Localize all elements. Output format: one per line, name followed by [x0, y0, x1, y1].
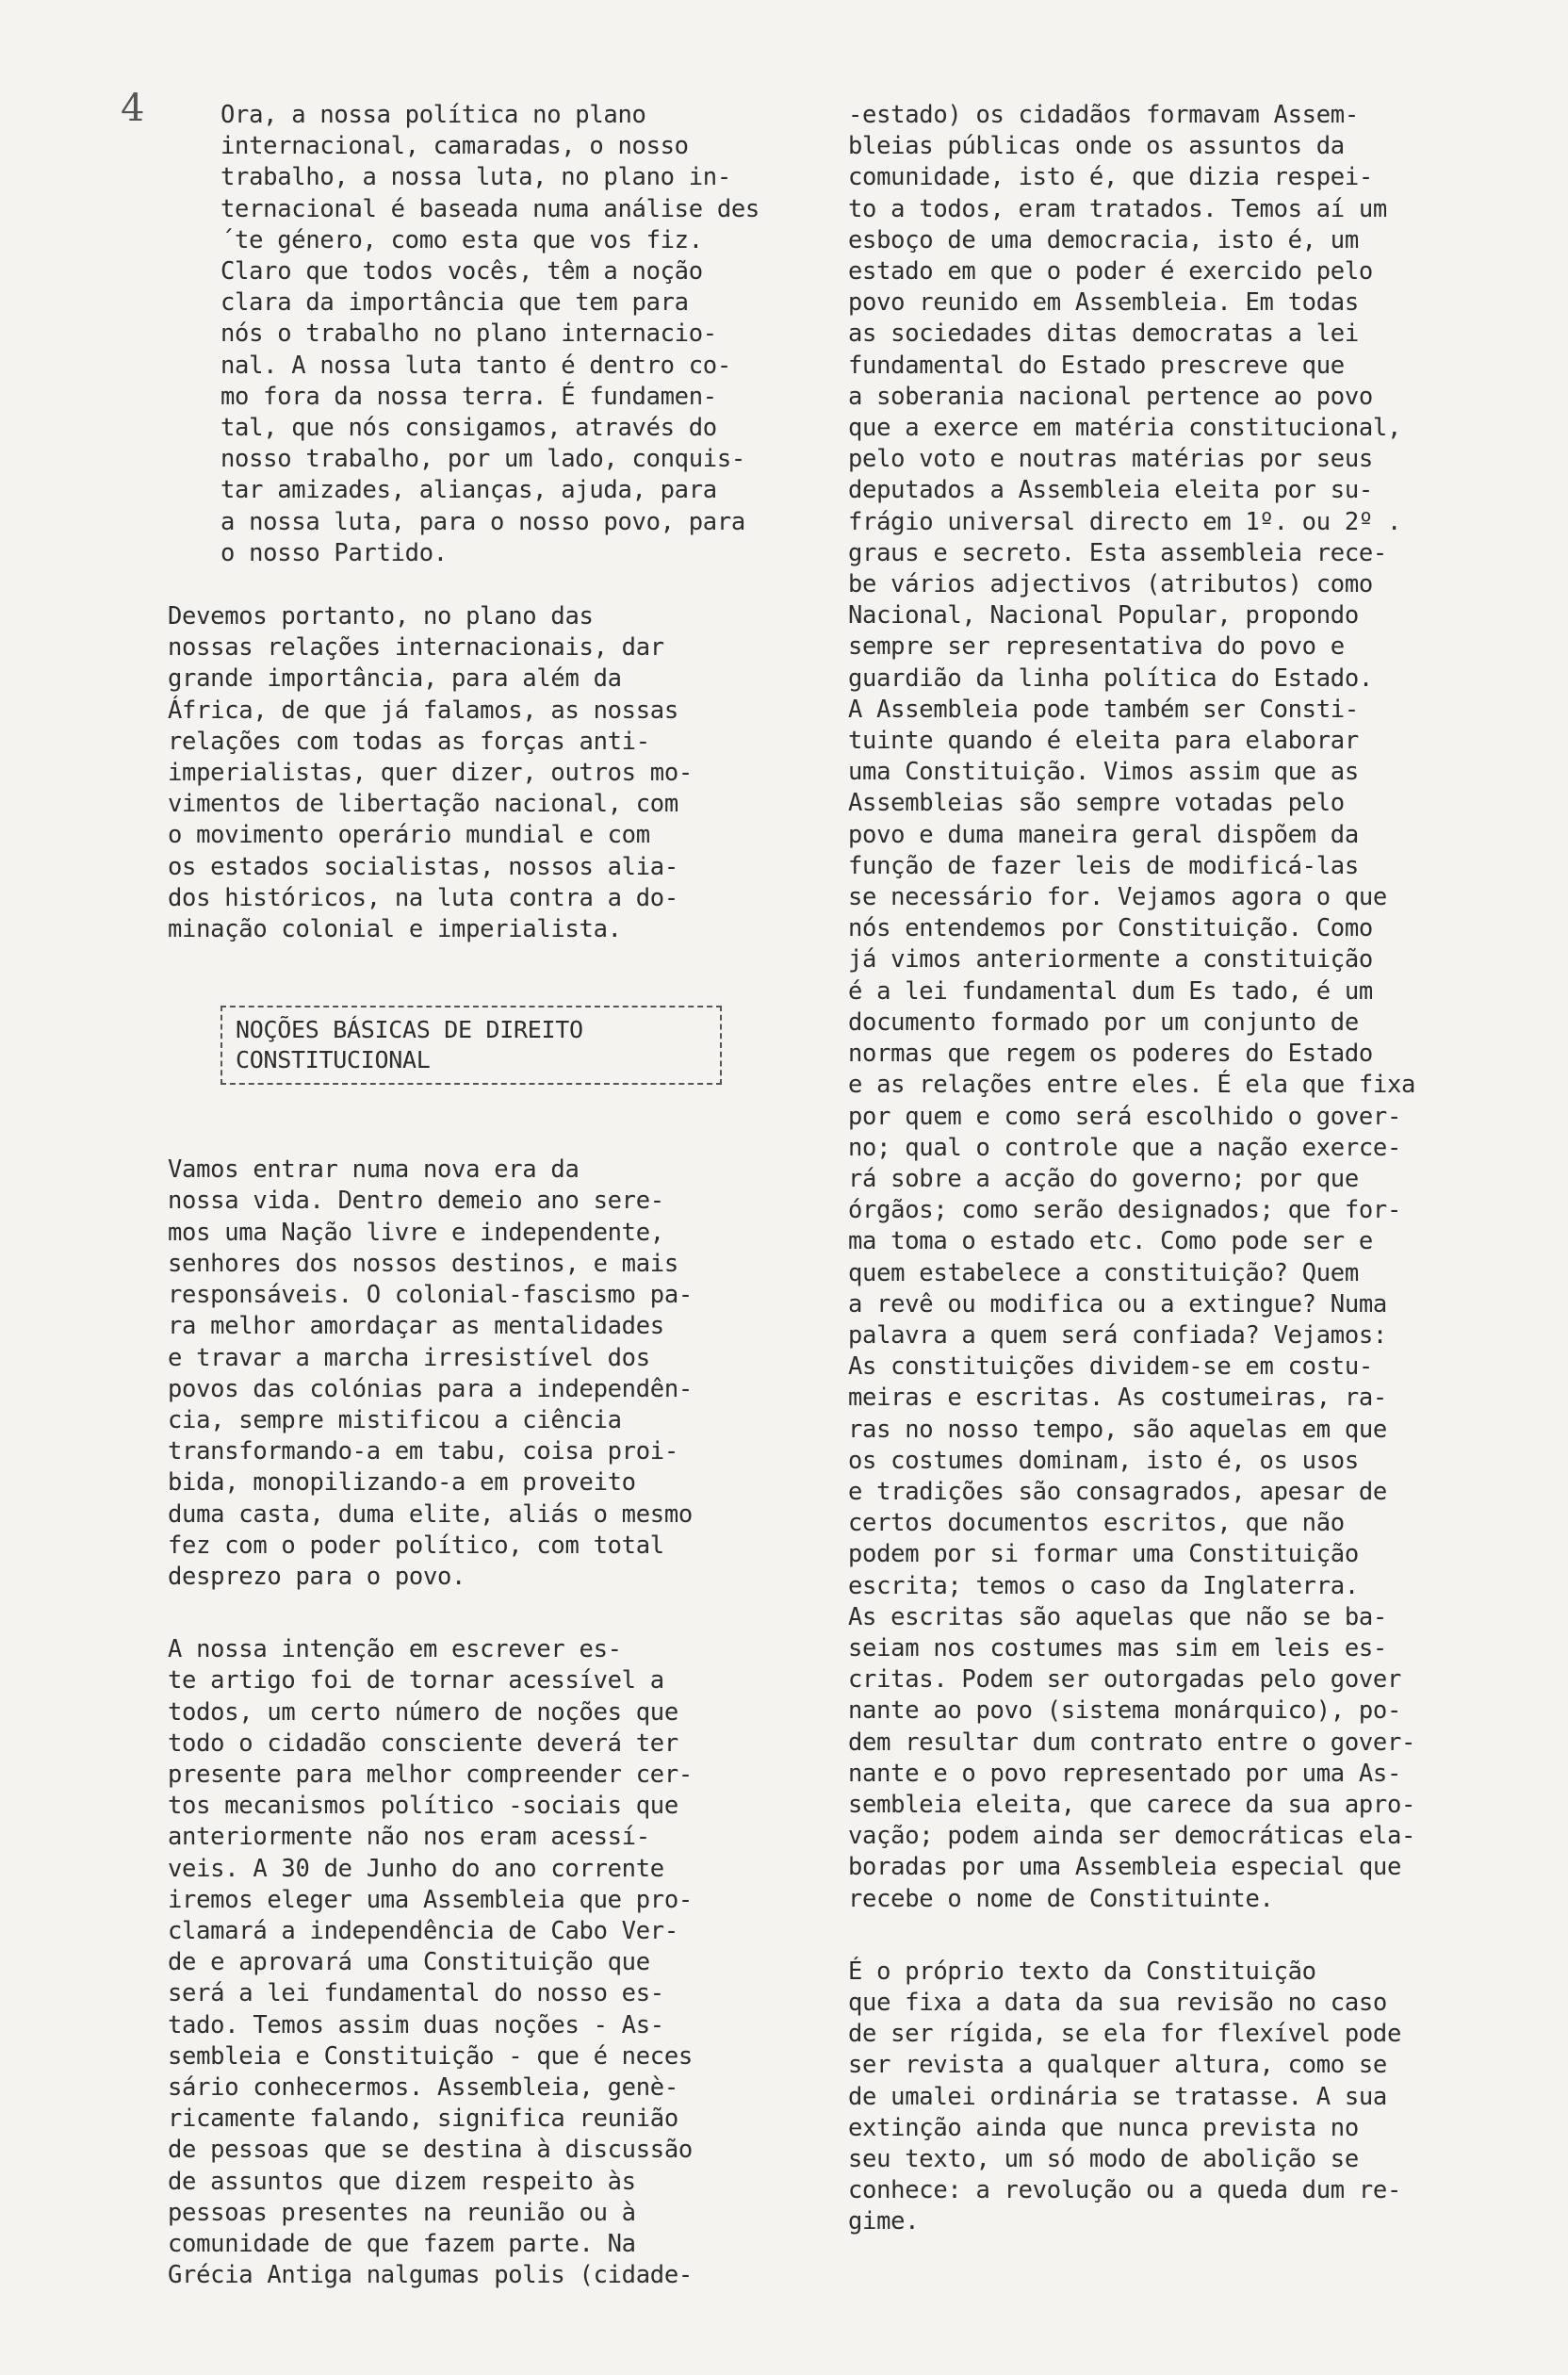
section-title-box: [220, 1006, 722, 1085]
page-number: 4: [121, 87, 145, 130]
section-title: NOÇÕES BÁSICAS DE DIREITO CONSTITUCIONAL: [236, 1016, 583, 1074]
paragraph-international-relations: Devemos portanto, no plano das nossas relações internacionais, dar grande importância, para além da África, de que já falamos, as nossas relações com todas as forças anti- imperialistas, quer dizer, outros mo- vimentos de libertação nacional, com o movimento operário mundial e com os estados socialistas, nossos alia- dos históricos, na luta contra a do- minação colonial e imperialista.: [168, 602, 693, 944]
paragraph-article-intention: A nossa intenção em escrever es- te artigo foi de tornar acessível a todos, um certo número de noções que todo o cidadão consciente deverá ter presente para melhor compreender cer- tos mecanismos político -sociais que anteriormente não nos eram acessí- veis. A 30 de Junho do ano corrente iremos eleger uma Assembleia que pro- clamará a independência de Cabo Ver- de e aprovará uma Constituição que será a lei fundamental do nosso es- tado. Temos assim duas noções - As- sembleia e Constituição - que é neces sário conhecermos. Assembleia, genè- ricamente falando, significa reunião de pessoas que se destina à discussão de assuntos que dizem respeito às pessoas presentes na reunião ou à comunidade de que fazem parte. Na Grécia Antiga nalgumas polis (cidade-: [168, 1635, 693, 2290]
left-column: [168, 100, 790, 2291]
paragraph-assembly-constitution: -estado) os cidadãos formavam Assem- bleias públicas onde os assuntos da comunidade, isto é, que dizia respei- to a todos, eram tratados. Temos aí um esboço de uma democracia, isto é, um estado em que o poder é exercido pelo povo reunido em Assembleia. Em todas as sociedades ditas democratas a lei fundamental do Estado prescreve que a soberania nacional pertence ao povo que a exerce em matéria constitucional, pelo voto e noutras matérias por seus deputados a Assembleia eleita por su- frágio universal directo em 1º. ou 2º . graus e secreto. Esta assembleia rece- be vários adjectivos (atributos) como Nacional, Nacional Popular, propondo sempre ser representativa do povo e guardião da linha política do Estado. A Assembleia pode também ser Consti- tuinte quando é eleita para elaborar uma Constituição. Vimos assim que as Assembleias são sempre votadas pelo povo e duma maneira geral dispõem da função de fazer leis de modificá-las se necessário for. Vejamos agora o que nós entendemos por Constituição. Como já vimos anteriormente a constituição é a lei fundamental dum Es tado, é um documento formado por um conjunto de normas que regem os poderes do Estado e as relações entre eles. É ela que fixa por quem e como será escolhido o gover- no; qual o controle que a nação exerce- rá sobre a acção do governo; por que órgãos; como serão designados; que for- ma toma o estado etc. Como pode ser e quem estabelece a constituição? Quem a revê ou modifica ou a extingue? Numa palavra a quem será confiada? Vejamos: As constituições dividem-se em costu- meiras e escritas. As costumeiras, ra- ras no nosso tempo, são aquelas em que os costumes dominam, isto é, os usos e tradições são consagrados, apesar de certos documentos escritos, que não podem por si formar uma Constituição escrita; temos o caso da Inglaterra. As escritas são aquelas que não se ba- seiam nos costumes mas sim em leis es- critas. Podem ser outorgadas pelo gover nante ao povo (sistema monárquico), po- dem resultar dum contrato entre o gover- nante e o povo representado por uma As- sembleia eleita, que carece da sua apro- vação; podem ainda ser democráticas ela- boradas por uma Assembleia especial que recebe o nome de Constituinte.: [848, 101, 1416, 1913]
paragraph-new-era: Vamos entrar numa nova era da nossa vida. Dentro demeio ano sere- mos uma Nação livre e independente, senhores dos nossos destinos, e mais responsáveis. O colonial-fascismo pa- ra melhor amordaçar as mentalidades e travar a marcha irresistível dos povos das colónias para a independên- cia, sempre mistificou a ciência transformando-a em tabu, coisa proi- bida, monopilizando-a em proveito duma casta, duma elite, aliás o mesmo fez com o poder político, com total desprezo para o povo.: [168, 1155, 693, 1591]
paragraph-constitution-revision: É o próprio texto da Constituição que fixa a data da sua revisão no caso de ser rígida, se ela for flexível pode ser revista a qualquer altura, como se de umalei ordinária se tratasse. A sua extinção ainda que nunca prevista no seu texto, um só modo de abolição se conhece: a revolução ou a queda dum re- gime.: [848, 1957, 1402, 2236]
right-column: [848, 100, 1508, 2238]
paragraph-political-international: Ora, a nossa política no plano internacional, camaradas, o nosso trabalho, a nossa luta, no plano in- ternacional é baseada numa análise des ´te género, como esta que vos fiz. Claro que todos vocês, têm a noção clara da importância que tem para nós o trabalho no plano internacio- nal. A nossa luta tanto é dentro co- mo fora da nossa terra. É fundamen- tal, que nós consigamos, através do nosso trabalho, por um lado, conquis- tar amizades, alianças, ajuda, para a nossa luta, para o nosso povo, para o nosso Partido.: [220, 101, 760, 567]
